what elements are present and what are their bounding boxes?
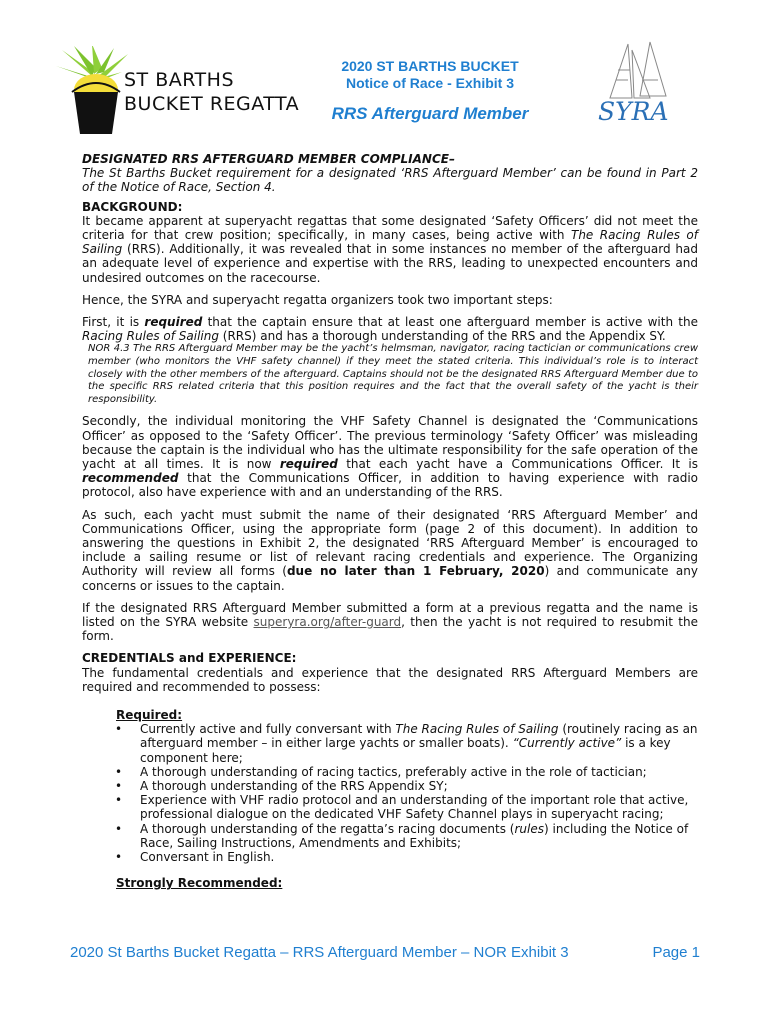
- credentials-heading: CREDENTIALS and EXPERIENCE:: [82, 651, 297, 666]
- header-exhibit: Notice of Race - Exhibit 3: [345, 75, 515, 91]
- compliance-heading: DESIGNATED RRS AFTERGUARD MEMBER COMPLIANCE–: [82, 152, 455, 166]
- recommended-heading: Strongly Recommended:: [116, 876, 283, 891]
- footer-title: 2020 St Barths Bucket Regatta – RRS Afterguard Member – NOR Exhibit 3: [70, 944, 569, 961]
- nor-quote: NOR 4.3 The RRS Afterguard Member may be the yacht’s helmsman, navigator, racing tactician or communications crew member (who monitors the VHF safety channel) if they meet the stated criteria. This individual’s role is to interact closely with the other members of the afterguard. Captains should not be the designated RRS Afterguard Member due to the specific RRS related criteria that this position requires and the fact that the overall safety of the yacht is their responsibility.: [88, 343, 698, 405]
- list-item: • A thorough understanding of the regatta’s racing documents (rules) including the Notice of Race, Sailing Instructions, Amendments and Exhibits;: [115, 821, 689, 850]
- credentials-intro: The fundamental credentials and experience that the designated RRS Afterguard Members are required and recommended to possess:: [82, 665, 698, 694]
- header-title: 2020 ST BARTHS BUCKET: [341, 58, 519, 74]
- document-body: [82, 152, 698, 891]
- logo-line1: ST BARTHS: [124, 69, 235, 91]
- background-paragraph-2: Hence, the SYRA and superyacht regatta organizers took two important steps:: [82, 292, 553, 307]
- background-paragraph-1: It became apparent at superyacht regattas that some designated ‘Safety Officers’ did not meet the criteria for that crew position; specifically, in many cases, being active with The Racing Rules of Sailing (RRS). Additionally, it was revealed that in some instances no member of the afterguard had an adequate level of experience and expertise with the RRS, leading to unexpected encounters and undesired outcomes on the racecourse.: [82, 213, 698, 285]
- document-header: [310, 58, 550, 124]
- syra-afterguard-link[interactable]: superyra.org/after-guard: [253, 615, 402, 630]
- list-item: • Experience with VHF radio protocol and an understanding of the important role that active, professional dialogue on the dedicated VHF Safety Channel plays in superyacht racing;: [115, 793, 689, 822]
- sailboat-icon: [610, 42, 666, 98]
- list-item: • Conversant in English.: [115, 850, 275, 865]
- syra-logo-text: SYRA: [598, 97, 669, 126]
- background-paragraph-6: If the designated RRS Afterguard Member submitted a form at a previous regatta and the name is listed on the SYRA website superyra.org/after-guard, then the yacht is not required to resubmit the form.: [82, 600, 698, 644]
- required-list: [82, 722, 698, 864]
- logo-wordmark: [124, 68, 299, 116]
- list-item: • Currently active and fully conversant with The Racing Rules of Sailing (routinely racing as an afterguard member – in either large yachts or smaller boats). “Currently active” is a key component here;: [115, 722, 698, 765]
- syra-logo: [588, 40, 678, 126]
- background-paragraph-3: First, it is required that the captain ensure that at least one afterguard member is active with the Racing Rules of Sailing (RRS) and has a thorough understanding of the RRS and the Appendix SY.: [82, 315, 698, 344]
- page-number: Page 1: [652, 944, 700, 961]
- required-heading: Required:: [116, 708, 183, 723]
- background-heading: BACKGROUND:: [82, 199, 183, 214]
- background-paragraph-5: As such, each yacht must submit the name of their designated ‘RRS Afterguard Member’ and Communications Officer, using the appropriate form (page 2 of this document). In addition to answering the questions in Exhibit 2, the designated ‘RRS Afterguard Member’ is encouraged to include a sailing resume or list of relevant racing credentials and experience. The Organizing Authority will review all forms (due no later than 1 February, 2020) and communicate any concerns or issues to the captain.: [82, 507, 698, 593]
- logo-line2: BUCKET REGATTA: [124, 93, 300, 115]
- compliance-text: The St Barths Bucket requirement for a designated ‘RRS Afterguard Member’ can be found in Part 2 of the Notice of Race, Section 4.: [82, 166, 698, 195]
- header-subtitle: RRS Afterguard Member: [331, 104, 529, 123]
- list-item: • A thorough understanding of racing tactics, preferably active in the role of tactician;: [115, 764, 647, 779]
- list-item: • A thorough understanding of the RRS Appendix SY;: [115, 779, 448, 794]
- background-paragraph-4: Secondly, the individual monitoring the VHF Safety Channel is designated the ‘Communications Officer’ as opposed to the ‘Safety Officer’. The previous terminology ‘Safety Officer’ was misleading because the captain is the individual who has the ultimate responsibility for the safe operation of the yacht at all times. It is now required that each yacht have a Communications Officer. It is recommended that the Communications Officer, in addition to having experience with radio protocol, also have experience with and an understanding of the RRS.: [82, 414, 699, 500]
- bucket-icon: [74, 92, 118, 134]
